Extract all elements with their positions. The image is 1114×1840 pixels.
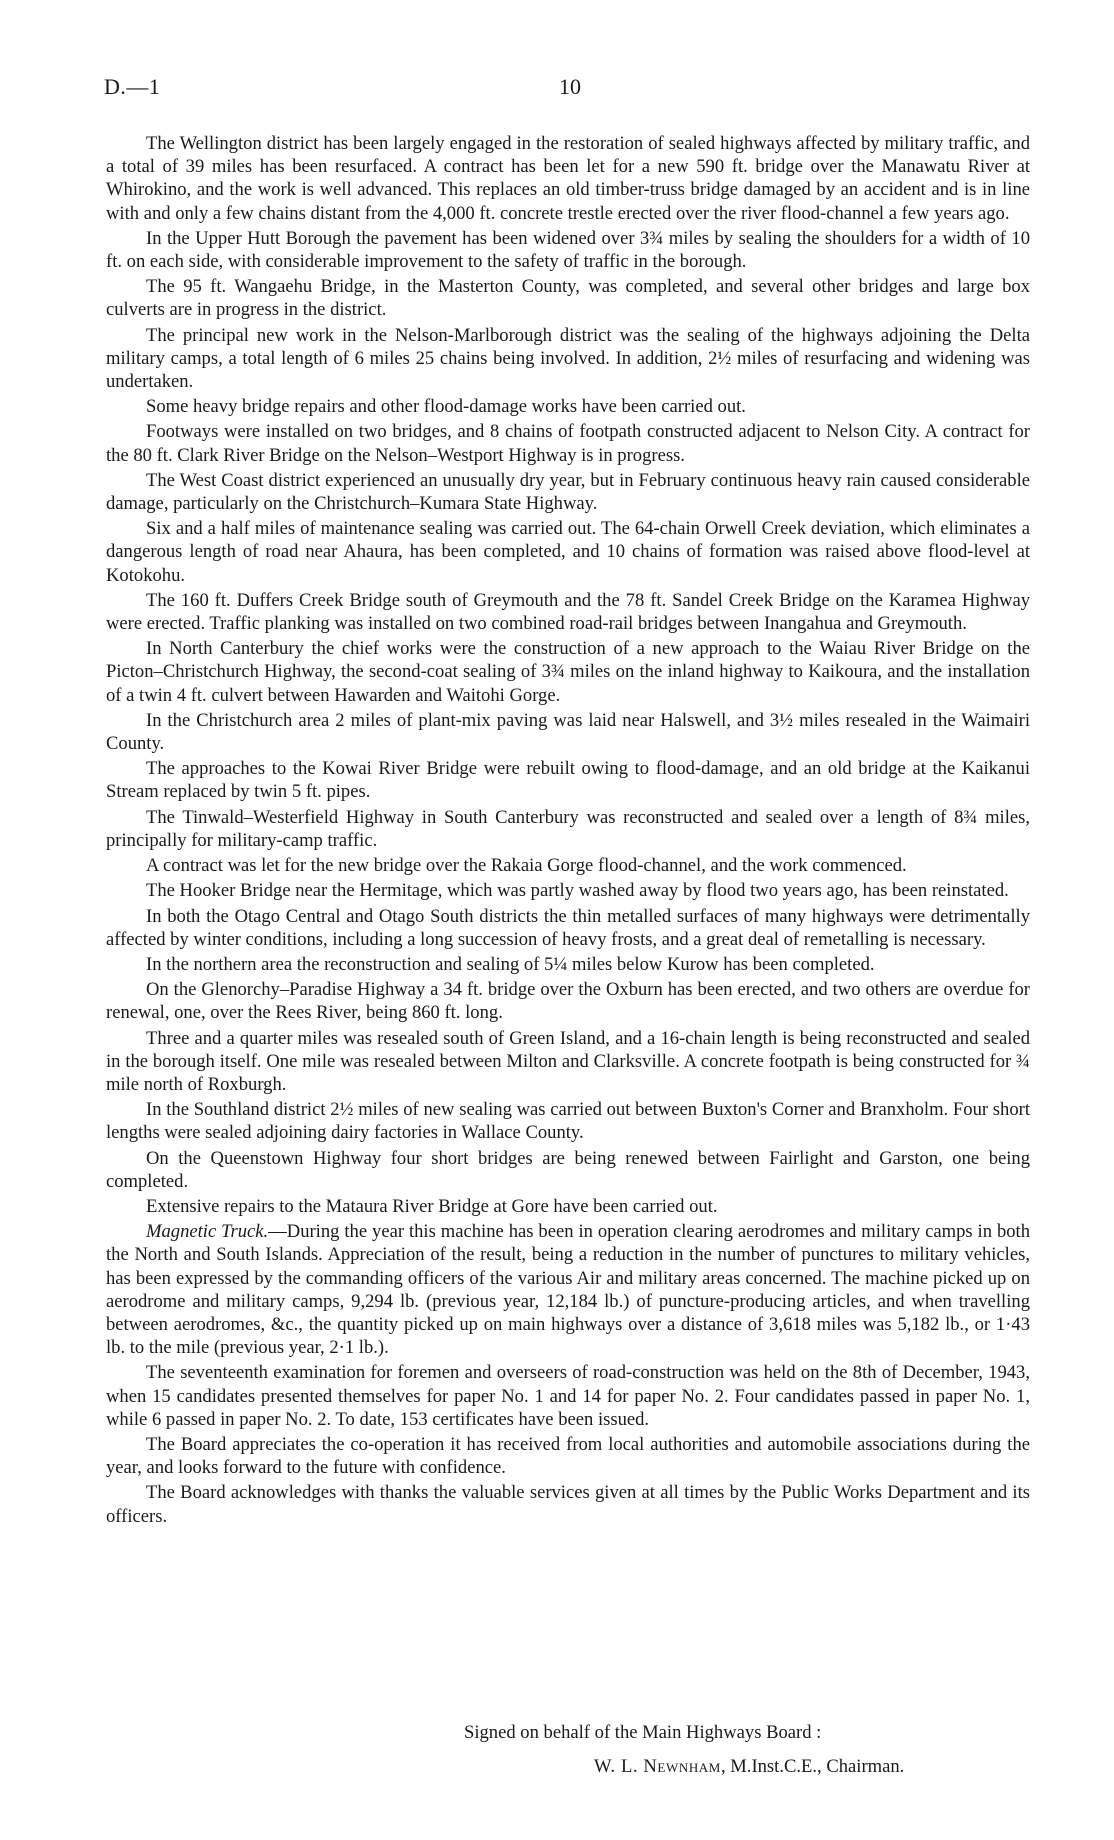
signatory — [594, 1756, 904, 1778]
signatory-credentials: , M.Inst.C.E., Chairman. — [720, 1756, 905, 1777]
page-header — [104, 74, 1024, 110]
paragraph: The approaches to the Kowai River Bridge were rebuilt owing to flood-damage, and an old bridge at the Kaikanui Stream replaced by twin 5 ft. pipes. — [106, 758, 1030, 803]
signature-statement: Signed on behalf of the Main Highways Board : — [464, 1722, 822, 1743]
paragraph: In the northern area the reconstruction and sealing of 5¼ miles below Kurow has been completed. — [146, 953, 875, 975]
paragraph: The 95 ft. Wangaehu Bridge, in the Masterton County, was completed, and several other bridges and large box culverts are in progress in the district. — [106, 276, 1030, 321]
paragraph: The Hooker Bridge near the Hermitage, which was partly washed away by flood two years ago, has been reinstated. — [146, 880, 1009, 902]
paragraph: The Tinwald–Westerfield Highway in South Canterbury was reconstructed and sealed over a length of 8¾ miles, principally for military-camp traffic. — [106, 806, 1030, 851]
page-number: 10 — [559, 74, 581, 99]
paragraph: The principal new work in the Nelson-Marlborough district was the sealing of the highways adjoining the Delta military camps, a total length of 6 miles 25 chains being involved. In addition, 2½ miles of resurfacing and widening was undertaken. — [106, 324, 1030, 393]
paragraph: Extensive repairs to the Mataura River Bridge at Gore have been carried out. — [146, 1195, 718, 1217]
magnetic-truck-paragraph — [106, 1220, 1030, 1359]
paragraph: Some heavy bridge repairs and other flood-damage works have been carried out. — [146, 396, 746, 418]
paragraph: Footways were installed on two bridges, and 8 chains of footpath constructed adjacent to Nelson City. A contract for the 80 ft. Clark River Bridge on the Nelson–Westport Highway is in progress. — [106, 421, 1030, 466]
paragraph: The Board acknowledges with thanks the valuable services given at all times by the Public Works Department and its officers. — [106, 1482, 1030, 1527]
paragraph: Three and a quarter miles was resealed south of Green Island, and a 16-chain length is being reconstructed and sealed in the borough itself. One mile was resealed between Milton and Clarksville. A concrete footpath is being constructed for ¾ mile north of Roxburgh. — [106, 1027, 1030, 1095]
paragraph: In the Southland district 2½ miles of new sealing was carried out between Buxton's Corner and Branxholm. Four short lengths were sealed adjoining dairy factories in Wallace County. — [106, 1099, 1030, 1144]
paragraph: The Board appreciates the co-operation it has received from local authorities and automobile associations during the year, and looks forward to the future with confidence. — [106, 1433, 1030, 1479]
body-text — [106, 132, 1030, 1528]
paragraph: The seventeenth examination for foremen and overseers of road-construction was held on the 8th of December, 1943, when 15 candidates presented themselves for paper No. 1 and 14 for paper No. 2. Four candidates passed in paper No. 1, while 6 passed in paper No. 2. To date, 153 certificates have been issued. — [106, 1362, 1030, 1430]
document-reference: D.—1 — [104, 74, 161, 99]
paragraph: In the Upper Hutt Borough the pavement has been widened over 3¾ miles by sealing the shoulders for a width of 10 ft. on each side, with considerable improvement to the safety of traffic in the borough. — [106, 227, 1030, 273]
paragraph: On the Queenstown Highway four short bridges are being renewed between Fairlight and Garston, one being completed. — [106, 1147, 1030, 1192]
paragraph-body: —During the year this machine has been in operation clearing aerodromes and military camps in both the North and South Islands. Appreciation of the result, being a reduction in the number of punctures to military vehicles, has been expressed by the commanding officers of the various Air and military areas concerned. The machine picked up on aerodrome and military camps, 9,294 lb. (previous year, 12,184 lb.) of puncture-producing articles, and when travelling between aerodromes, &c., the quantity picked up on main highways over a distance of 3,618 miles was 5,182 lb., or 1·43 lb. to the mile (previous year, 2·1 lb.). — [106, 1221, 1030, 1359]
paragraph: The Wellington district has been largely engaged in the restoration of sealed highways affected by military traffic, and a total of 39 miles has been resurfaced. A contract has been let for a new 590 ft. bridge over the Manawatu River at Whirokino, and the work is well advanced. This replaces an old timber-truss bridge damaged by an accident and is in line with and only a few chains distant from the 4,000 ft. concrete trestle erected over the river flood-channel a few years ago. — [106, 133, 1030, 224]
paragraph: A contract was let for the new bridge over the Rakaia Gorge flood-channel, and the work commenced. — [146, 855, 907, 877]
signatory-name: W. L. Newnham — [594, 1756, 721, 1777]
paragraph: The West Coast district experienced an unusually dry year, but in February continuous heavy rain caused considerable damage, particularly on the Christchurch–Kumara State Highway. — [106, 469, 1030, 515]
paragraph: On the Glenorchy–Paradise Highway a 34 ft. bridge over the Oxburn has been erected, and two others are overdue for renewal, one, over the Rees River, being 860 ft. long. — [106, 979, 1030, 1024]
paragraph: Six and a half miles of maintenance sealing was carried out. The 64-chain Orwell Creek deviation, which eliminates a dangerous length of road near Ahaura, has been completed, and 10 chains of formation was raised above flood-level at Kotokohu. — [106, 518, 1030, 586]
paragraph: In both the Otago Central and Otago South districts the thin metalled surfaces of many highways were detrimentally affected by winter conditions, including a long succession of heavy frosts, and a great deal of remetalling is necessary. — [106, 905, 1030, 950]
paragraph: In the Christchurch area 2 miles of plant-mix paving was laid near Halswell, and 3½ miles resealed in the Waimairi County. — [106, 709, 1030, 755]
section-lead-heading: Magnetic Truck. — [146, 1221, 269, 1243]
paragraph: In North Canterbury the chief works were the construction of a new approach to the Waiau River Bridge on the Picton–Christchurch Highway, the second-coat sealing of 3¾ miles on the inland highway to Kaikoura, and the installation of a twin 4 ft. culvert between Hawarden and Waitohi Gorge. — [106, 638, 1030, 706]
paragraph: The 160 ft. Duffers Creek Bridge south of Greymouth and the 78 ft. Sandel Creek Bridge on the Karamea Highway were erected. Traffic planking was installed on two combined road-rail bridges between Inangahua and Greymouth. — [106, 589, 1030, 635]
